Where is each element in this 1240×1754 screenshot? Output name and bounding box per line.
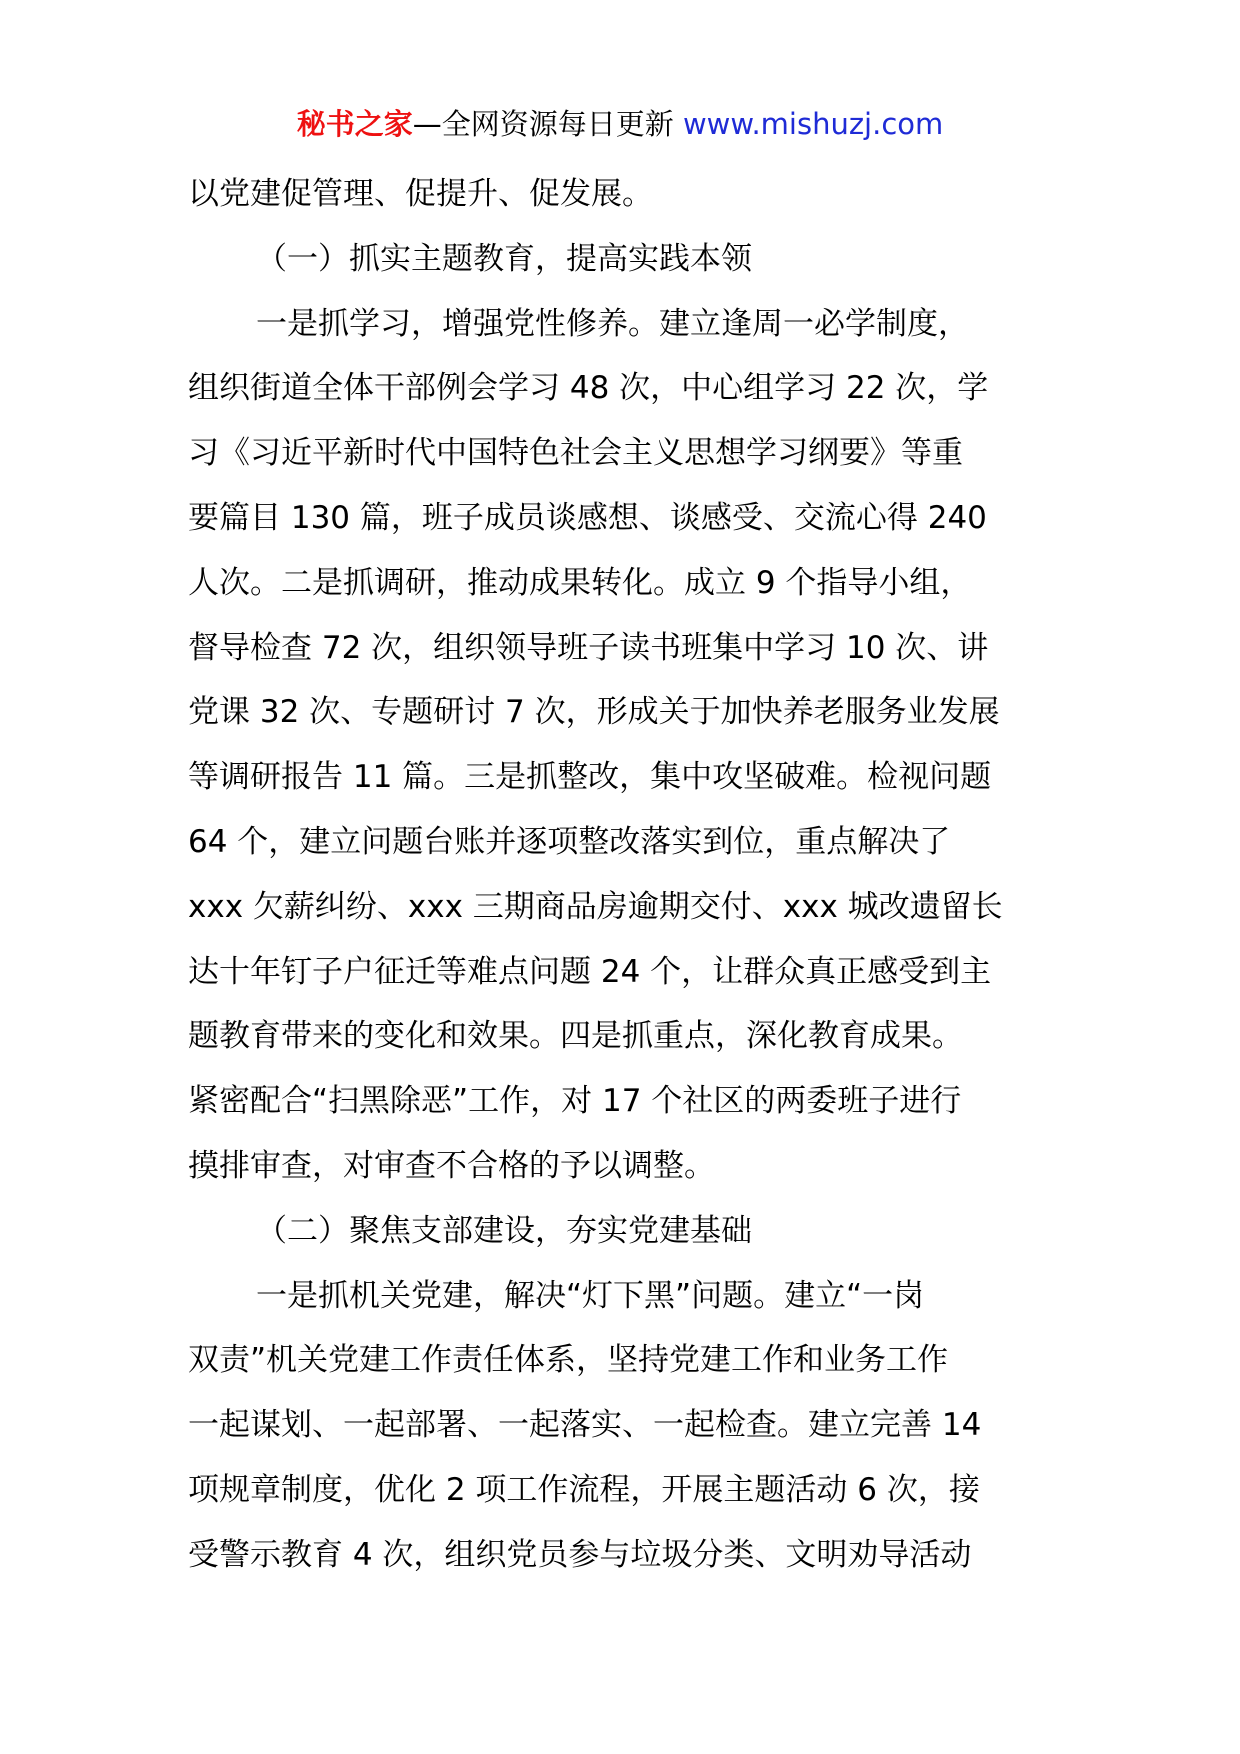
text-line: 题教育带来的变化和效果。四是抓重点，深化教育成果。 [188, 1018, 963, 1055]
text-line: 紧密配合“扫黑除恶”工作，对 17 个社区的两委班子进行 [188, 1083, 962, 1120]
text-line: 要篇目 130 篇，班子成员谈感想、谈感受、交流心得 240 [188, 499, 987, 536]
text-line: 项规章制度，优化 2 项工作流程，开展主题活动 6 次，接 [188, 1471, 980, 1508]
paragraph-start: 一是抓机关党建，解决“灯下黑”问题。建立“一岗 [256, 1277, 925, 1314]
text-line: 督导检查 72 次，组织领导班子读书班集中学习 10 次、讲 [188, 629, 989, 666]
site-brand: 秘书之家 [296, 107, 413, 141]
text-line: 人次。二是抓调研，推动成果转化。成立 9 个指导小组， [188, 564, 972, 601]
text-line: 等调研报告 11 篇。三是抓整改，集中攻坚破难。检视问题 [188, 759, 992, 796]
text-line: 一起谋划、一起部署、一起落实、一起检查。建立完善 14 [188, 1407, 982, 1444]
site-header [0, 104, 1240, 144]
text-line: 党课 32 次、专题研讨 7 次，形成关于加快养老服务业发展 [188, 694, 1000, 731]
site-url-link[interactable]: www.mishuzj.com [682, 107, 944, 141]
text-line: 达十年钉子户征迁等难点问题 24 个，让群众真正感受到主 [188, 953, 992, 990]
document-body [188, 162, 1058, 1588]
text-line: 双责”机关党建工作责任体系，坚持党建工作和业务工作 [188, 1342, 949, 1379]
text-line: 摸排审查，对审查不合格的予以调整。 [188, 1147, 715, 1184]
text-line: xxx 欠薪纠纷、xxx 三期商品房逾期交付、xxx 城改遗留长 [188, 888, 1003, 925]
text-line: 64 个，建立问题台账并逐项整改落实到位，重点解决了 [188, 823, 951, 860]
site-tagline: —全网资源每日更新 [412, 107, 683, 141]
text-line: 以党建促管理、促提升、促发展。 [188, 176, 653, 212]
text-line: 组织街道全体干部例会学习 48 次，中心组学习 22 次，学 [188, 370, 989, 407]
paragraph-start: 一是抓学习，增强党性修养。建立逢周一必学制度， [256, 305, 969, 342]
text-line: 习《习近平新时代中国特色社会主义思想学习纲要》等重 [188, 435, 963, 472]
section-heading: （一）抓实主题教育，提高实践本领 [256, 240, 752, 277]
text-line: 受警示教育 4 次，组织党员参与垃圾分类、文明劝导活动 [188, 1536, 972, 1573]
section-heading: （二）聚焦支部建设，夯实党建基础 [256, 1212, 752, 1249]
